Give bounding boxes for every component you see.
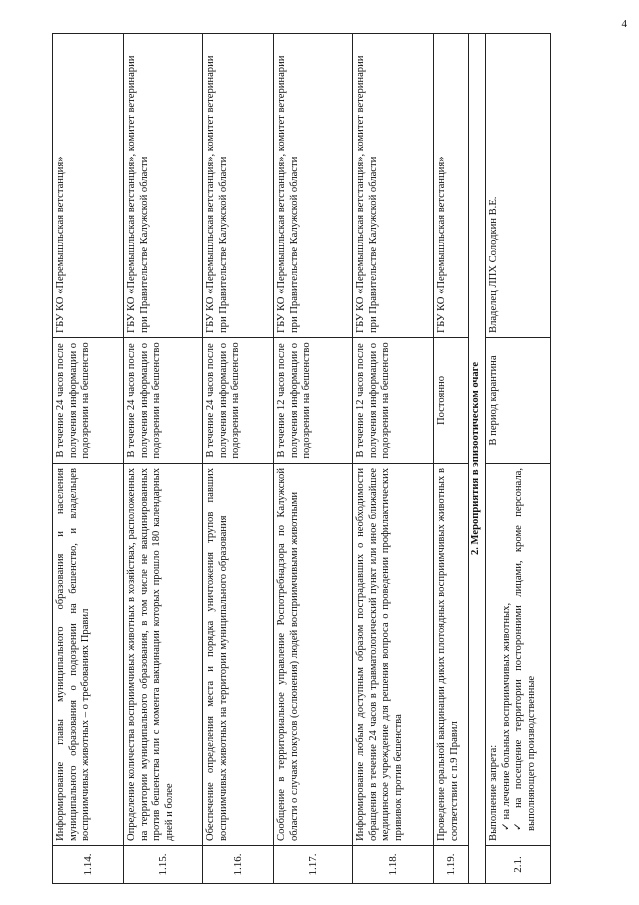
row-term: В течение 12 часов после получения информации о подозрении на бешенство bbox=[274, 338, 353, 464]
row-term: В течение 12 часов после получения информации о подозрении на бешенство bbox=[353, 338, 434, 464]
row-number: 1.15. bbox=[124, 846, 203, 884]
row-responsible: ГБУ КО «Перемышльская ветстанция» bbox=[434, 34, 469, 338]
row-term: Постоянно bbox=[434, 338, 469, 464]
row-action: Проведение оральной вакцинации диких плотоядных восприимчивых животных в соответствии с п.9 Правил bbox=[434, 464, 469, 846]
checklist-item: ✓ на посещение территории посторонними лицами, кроме персонала, выполняющего производственные bbox=[513, 468, 537, 831]
row-term: В течение 24 часов после получения информации о подозрении на бешенство bbox=[124, 338, 203, 464]
checklist-item: ✓ на лечение больных восприимчивых животных, bbox=[500, 602, 512, 831]
row-term: В период карантина bbox=[486, 338, 551, 464]
page-number: 4 bbox=[621, 18, 627, 30]
row-term: В течение 24 часов после получения информации о подозрении на бешенство bbox=[53, 338, 124, 464]
row-action bbox=[486, 464, 551, 846]
table-row bbox=[274, 34, 353, 884]
row-number: 1.14. bbox=[53, 846, 124, 884]
row-action: Обеспечение определения места и порядка уничтожения трупов павших восприимчивых животных на территории муниципального образования bbox=[203, 464, 274, 846]
row-responsible: ГБУ КО «Перемышльская ветстанция», комитет ветеринарии при Правительстве Калужской области bbox=[124, 34, 203, 338]
table-row bbox=[203, 34, 274, 884]
section-header-row bbox=[469, 34, 486, 884]
table-row bbox=[353, 34, 434, 884]
row-responsible: Владелец ЛПХ Солодкин В.Е. bbox=[486, 34, 551, 338]
row-responsible: ГБУ КО «Перемышльская ветстанция», комитет ветеринарии при Правительстве Калужской области bbox=[274, 34, 353, 338]
row-number: 1.18. bbox=[353, 846, 434, 884]
row-number: 1.19. bbox=[434, 846, 469, 884]
row-term: В течение 24 часов после получения информации о подозрении на бешенство bbox=[203, 338, 274, 464]
row-action: Информирование любым доступным образом пострадавших о необходимости обращения в течение 24 часов в травматологический пункт или иное ближайшее медицинское учреждение для решения вопроса о проведении профилактических прививок против бешенства bbox=[353, 464, 434, 846]
row-number: 1.16. bbox=[203, 846, 274, 884]
row-action-intro: Выполнение запрета: bbox=[488, 744, 499, 841]
row-action: Определение количества восприимчивых животных в хозяйствах, расположенных на территории муниципального образования, в том числе не вакцинированных против бешенства или с момента вакцинации которых прошло 180 календарных дней и более bbox=[124, 464, 203, 846]
row-responsible: ГБУ КО «Перемышльская ветстанция», комитет ветеринарии при Правительстве Калужской области bbox=[353, 34, 434, 338]
row-action: Информирование главы муниципального образования и населения муниципального образования о подозрении на бешенство, и владельцев восприимчивых животных – о требованиях Правил bbox=[53, 464, 124, 846]
row-responsible: ГБУ КО «Перемышльская ветстанция», комитет ветеринарии при Правительстве Калужской области bbox=[203, 34, 274, 338]
table-row bbox=[486, 34, 551, 884]
table-row bbox=[53, 34, 124, 884]
rotated-table-container bbox=[52, 34, 612, 884]
section-title: 2. Мероприятия в эпизоотическом очаге bbox=[469, 34, 486, 884]
table-row bbox=[434, 34, 469, 884]
row-number: 1.17. bbox=[274, 846, 353, 884]
row-action: Сообщение в территориальное управление Роспотребнадзора по Калужской области о случаях покусов (ослюнения) людей восприимчивыми животными bbox=[274, 464, 353, 846]
row-number: 2.1. bbox=[486, 846, 551, 884]
table-row bbox=[124, 34, 203, 884]
row-responsible: ГБУ КО «Перемышльская ветстанция» bbox=[53, 34, 124, 338]
measures-table bbox=[52, 33, 551, 884]
